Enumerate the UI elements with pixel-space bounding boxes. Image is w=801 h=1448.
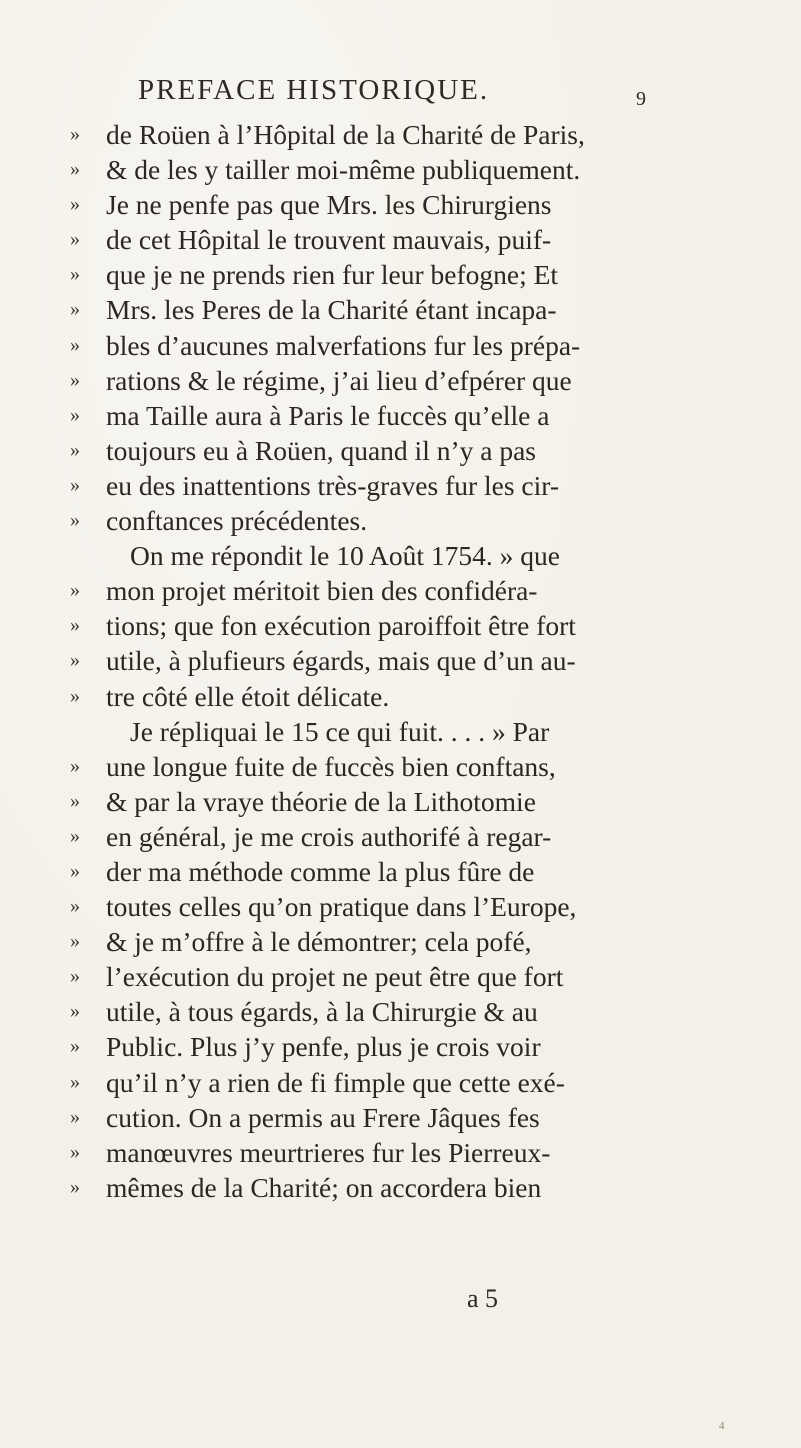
- line-text: Je ne penfe pas que Mrs. les Chirurgiens: [106, 189, 552, 221]
- text-line: [70, 257, 760, 292]
- text-line: [70, 749, 760, 784]
- text-line: [70, 924, 760, 959]
- text-line: [70, 819, 760, 854]
- text-line: [70, 468, 760, 503]
- text-line: [70, 994, 760, 1029]
- text-line: [70, 608, 760, 643]
- quote-mark: »: [70, 614, 80, 637]
- line-text: en général, je me crois authorifé à regar-: [106, 820, 552, 852]
- quote-mark: »: [70, 368, 80, 391]
- quote-mark: »: [70, 1140, 80, 1163]
- quote-mark: »: [70, 649, 80, 672]
- quote-mark: »: [70, 1175, 80, 1198]
- line-text: & par la vraye théorie de la Lithotomie: [106, 785, 536, 817]
- quote-mark: »: [70, 754, 80, 777]
- line-text: une longue fuite de fuccès bien conftans,: [106, 750, 556, 782]
- quote-mark: »: [70, 228, 80, 251]
- line-text: On me répondit le 10 Août 1754. » que: [130, 540, 561, 572]
- quote-mark: »: [70, 859, 80, 882]
- text-line: [70, 573, 760, 608]
- text-line: [70, 714, 760, 749]
- header-title: PREFACE HISTORIQUE.: [138, 74, 490, 106]
- line-text: utile, à plufieurs égards, mais que d’un au-: [106, 645, 576, 677]
- line-text: Mrs. les Peres de la Charité étant incapa-: [106, 294, 557, 326]
- quote-mark: »: [70, 123, 80, 145]
- line-text: toujours eu à Roüen, quand il n’y a pas: [106, 434, 536, 466]
- line-text: l’exécution du projet ne peut être que fort: [106, 961, 564, 993]
- text-line: [70, 152, 760, 187]
- line-text: cution. On a permis au Frere Jâques fes: [106, 1101, 540, 1133]
- text-line: [70, 117, 760, 152]
- line-text: toutes celles qu’on pratique dans l’Europe,: [106, 891, 577, 923]
- text-line: [70, 1170, 760, 1205]
- line-text: utile, à tous égards, à la Chirurgie & au: [106, 996, 538, 1028]
- line-text: de cet Hôpital le trouvent mauvais, puif-: [106, 224, 552, 256]
- line-text: tre côté elle étoit délicate.: [106, 680, 390, 712]
- text-line: [70, 503, 760, 538]
- quote-mark: »: [70, 824, 80, 847]
- line-text: & de les y tailler moi-même publiquement.: [106, 154, 581, 186]
- text-line: [70, 363, 760, 398]
- text-line: [70, 398, 760, 433]
- text-line: [70, 959, 760, 994]
- page-number: 9: [636, 88, 648, 110]
- quote-mark: »: [70, 579, 80, 602]
- quote-mark: »: [70, 403, 80, 426]
- text-line: [70, 538, 760, 573]
- catchword: a 5: [467, 1284, 499, 1313]
- text-line: [70, 433, 760, 468]
- text-line: [70, 328, 760, 363]
- line-text: conftances précédentes.: [106, 505, 368, 537]
- text-line: [70, 784, 760, 819]
- text-line: [70, 889, 760, 924]
- line-text: de Roüen à l’Hôpital de la Charité de Paris,: [106, 119, 585, 150]
- line-text: rations & le régime, j’ai lieu d’efpérer que: [106, 364, 572, 396]
- quote-mark: »: [70, 930, 80, 953]
- text-line: [70, 679, 760, 714]
- line-text: ma Taille aura à Paris le fuccès qu’elle a: [106, 399, 550, 431]
- quote-mark: »: [70, 965, 80, 988]
- text-line: [70, 1100, 760, 1135]
- line-text: mon projet méritoit bien des confidéra-: [106, 575, 538, 607]
- quote-mark: »: [70, 789, 80, 812]
- line-text: manœuvres meurtrieres fur les Pierreux-: [106, 1136, 551, 1168]
- corner-mark: 4: [719, 1420, 725, 1432]
- quote-mark: »: [70, 158, 80, 181]
- quote-mark: »: [70, 684, 80, 707]
- line-text: eu des inattentions très-graves fur les cir-: [106, 469, 560, 501]
- quote-mark: »: [70, 1035, 80, 1058]
- line-text: bles d’aucunes malverfations fur les prépa-: [106, 329, 581, 361]
- text-line: [70, 1065, 760, 1100]
- text-line: [70, 222, 760, 257]
- line-text: der ma méthode comme la plus fûre de: [106, 855, 535, 887]
- quote-mark: »: [70, 1000, 80, 1023]
- line-text: mêmes de la Charité; on accordera bien: [106, 1171, 542, 1203]
- text-line: [70, 643, 760, 678]
- line-text: que je ne prends rien fur leur befogne; Et: [106, 259, 559, 291]
- quote-mark: »: [70, 438, 80, 461]
- quote-mark: »: [70, 298, 80, 321]
- quote-mark: »: [70, 473, 80, 496]
- text-line: [70, 187, 760, 222]
- line-text: Public. Plus j’y penfe, plus je crois voir: [106, 1031, 541, 1063]
- quote-mark: »: [70, 1070, 80, 1093]
- line-text: qu’il n’y a rien de fi fimple que cette exé-: [106, 1066, 565, 1098]
- text-line: [70, 292, 760, 327]
- running-header: [138, 74, 658, 110]
- body-text: [70, 117, 760, 1205]
- quote-mark: »: [70, 1105, 80, 1128]
- text-line: [70, 854, 760, 889]
- quote-mark: »: [70, 263, 80, 286]
- line-text: & je m’offre à le démontrer; cela pofé,: [106, 926, 532, 958]
- quote-mark: »: [70, 333, 80, 356]
- quote-mark: »: [70, 193, 80, 216]
- quote-mark: »: [70, 509, 80, 532]
- line-text: Je répliquai le 15 ce qui fuit. . . . » Par: [130, 715, 550, 747]
- text-line: [70, 1029, 760, 1064]
- quote-mark: »: [70, 895, 80, 918]
- line-text: tions; que fon exécution paroiffoit être fort: [106, 610, 576, 642]
- text-line: [70, 1135, 760, 1170]
